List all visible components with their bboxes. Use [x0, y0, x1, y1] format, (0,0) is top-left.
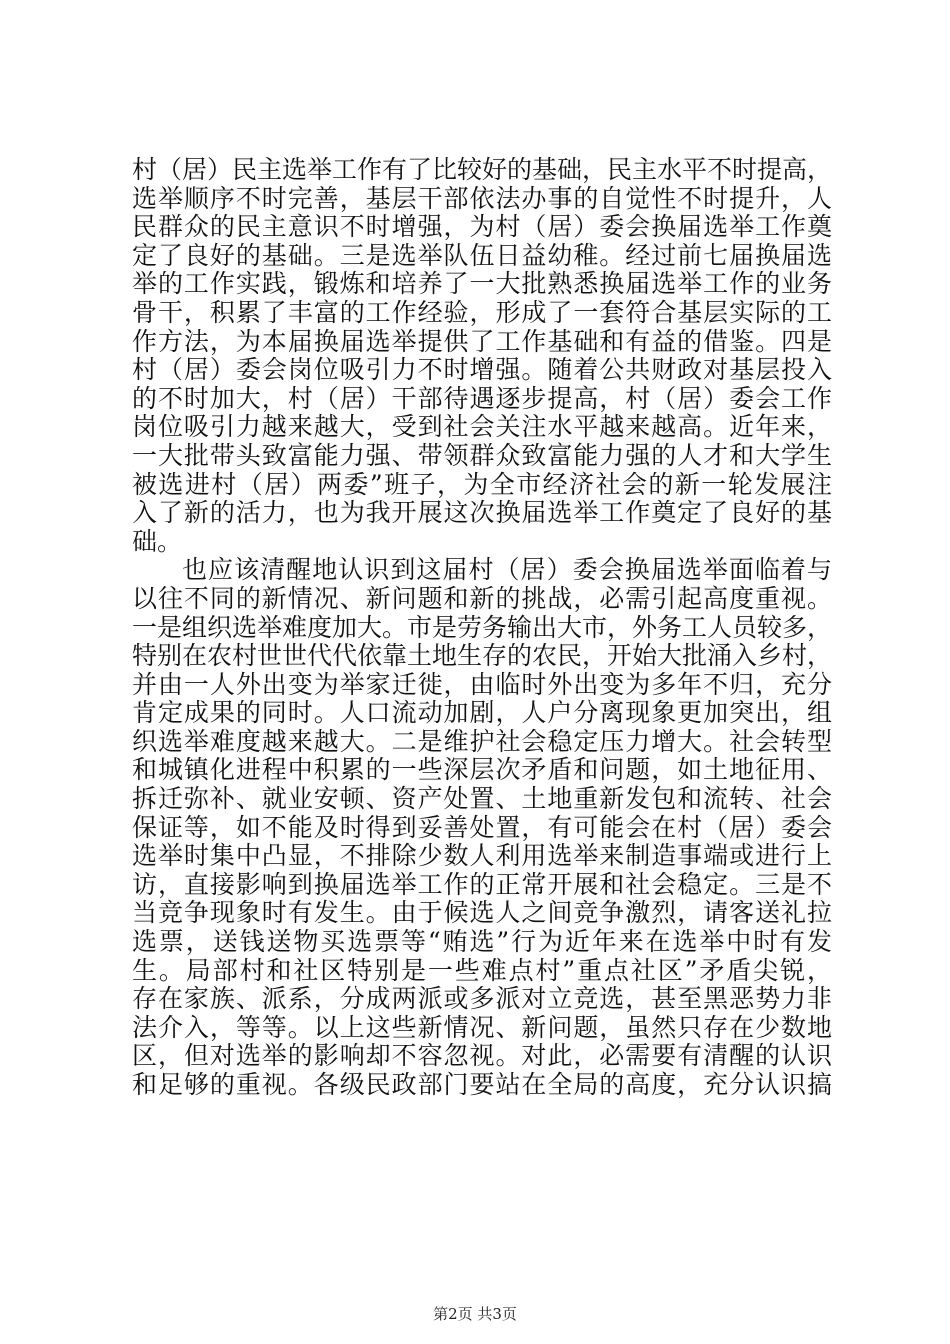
paragraph-first-line: 也应该清醒地认识到这届村（居）委会换届选举面临着与 [182, 555, 832, 585]
text-line: 民群众的民主意识不时增强，为村（居）委会换届选举工作奠 [132, 212, 832, 242]
text-line: 础。 [132, 526, 183, 556]
text-line: 保证等，如不能及时得到妥善处置，有可能会在村（居）委会 [132, 812, 832, 842]
text-line: 一大批带头致富能力强、带领群众致富能力强的人才和大学生 [132, 440, 832, 470]
text-line: 和足够的重视。各级民政部门要站在全局的高度，充分认识搞 [132, 1070, 832, 1099]
text-line: 法介入，等等。以上这些新情况、新问题，虽然只存在少数地 [132, 1012, 832, 1042]
page-number-footer: 第2页 共3页 [433, 1305, 517, 1323]
text-line: 并由一人外出变为举家迁徙，由临时外出变为多年不归，充分 [132, 669, 832, 699]
text-line: 和城镇化进程中积累的一些深层次矛盾和问题，如土地征用、 [132, 755, 832, 785]
text-line: 织选举难度越来越大。二是维护社会稳定压力增大。社会转型 [132, 726, 832, 756]
text-line: 肯定成果的同时。人口流动加剧，人户分离现象更加突出，组 [132, 698, 832, 728]
text-line: 特别在农村世世代代依靠土地生存的农民，开始大批涌入乡村， [132, 641, 833, 671]
text-line: 的不时加大，村（居）干部待遇逐步提高，村（居）委会工作 [132, 383, 832, 413]
text-line: 举的工作实践，锻炼和培养了一大批熟悉换届选举工作的业务 [132, 269, 832, 299]
text-line: 以往不同的新情况、新问题和新的挑战，必需引起高度重视。 [132, 583, 832, 613]
text-line: 选票，送钱送物买选票等“贿选”行为近年来在选举中时有发 [132, 927, 832, 957]
text-line: 访，直接影响到换届选举工作的正常开展和社会稳定。三是不 [132, 869, 832, 899]
text-line: 选举顺序不时完善，基层干部依法办事的自觉性不时提升，人 [132, 183, 832, 213]
text-line: 存在家族、派系，分成两派或多派对立竞选，甚至黑恶势力非 [132, 984, 832, 1014]
text-line: 一是组织选举难度加大。市是劳务输出大市，外务工人员较多， [132, 612, 833, 642]
text-line: 被选进村（居）两委”班子，为全市经济社会的新一轮发展注 [132, 469, 832, 499]
text-line: 村（居）委会岗位吸引力不时增强。随着公共财政对基层投入 [132, 355, 832, 385]
text-line: 入了新的活力，也为我开展这次换届选举工作奠定了良好的基 [132, 498, 832, 528]
text-line: 骨干，积累了丰富的工作经验，形成了一套符合基层实际的工 [132, 297, 832, 327]
text-line: 当竞争现象时有发生。由于候选人之间竞争激烈，请客送礼拉 [132, 898, 832, 928]
text-line: 村（居）民主选举工作有了比较好的基础，民主水平不时提高， [132, 155, 833, 184]
text-line: 区，但对选举的影响却不容忽视。对此，必需要有清醒的认识 [132, 1041, 832, 1071]
text-line: 定了良好的基础。三是选举队伍日益幼稚。经过前七届换届选 [132, 240, 832, 270]
text-line: 生。局部村和社区特别是一些难点村”重点社区”矛盾尖锐， [132, 955, 832, 985]
text-line: 岗位吸引力越来越大，受到社会关注水平越来越高。近年来， [132, 412, 832, 442]
text-line: 拆迁弥补、就业安顿、资产处置、土地重新发包和流转、社会 [132, 784, 832, 814]
text-line: 作方法，为本届换届选举提供了工作基础和有益的借鉴。四是 [132, 326, 832, 356]
text-line: 选举时集中凸显，不排除少数人利用选举来制造事端或进行上 [132, 841, 832, 871]
body-text [132, 156, 832, 1100]
